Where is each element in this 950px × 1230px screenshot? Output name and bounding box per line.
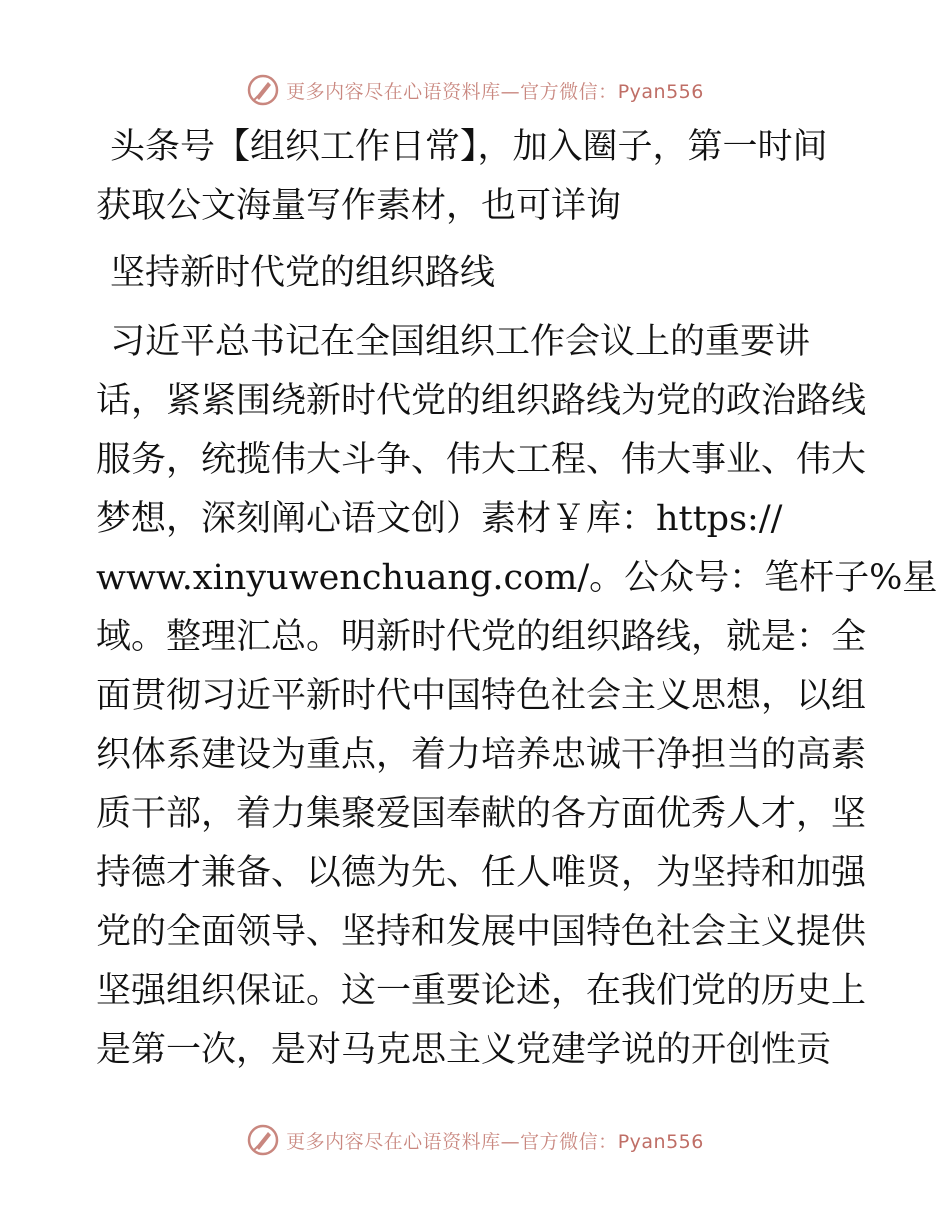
body-line-5: www.xinyuwenchuang.com/。公众号：笔杆子%星 xyxy=(96,558,938,598)
body-line-12: 坚强组织保证。这一重要论述，在我们党的历史上 xyxy=(96,971,867,1011)
intro-paragraph xyxy=(96,118,854,236)
quill-seal-icon xyxy=(246,73,280,107)
intro-line-1: 头条号【组织工作日常】，加入圈子，第一时间 xyxy=(110,127,828,167)
banner-wechat-id: Pyan556 xyxy=(617,1130,704,1153)
body-paragraph xyxy=(96,313,938,1080)
banner-main-text: 更多内容尽在心语资料库 xyxy=(286,80,501,103)
banner-main-text: 更多内容尽在心语资料库 xyxy=(286,1130,501,1153)
banner-text xyxy=(286,77,704,104)
banner-official-label: 官方微信： xyxy=(520,1130,618,1153)
footer-banner xyxy=(0,1120,950,1160)
body-line-10: 持德才兼备、以德为先、任人唯贤，为坚持和加强 xyxy=(96,853,867,893)
body-line-3: 服务，统揽伟大斗争、伟大工程、伟大事业、伟大 xyxy=(96,440,867,480)
document-body xyxy=(96,118,938,1080)
body-line-9: 质干部，着力集聚爱国奉献的各方面优秀人才，坚 xyxy=(96,794,867,834)
banner-wechat-id: Pyan556 xyxy=(617,80,704,103)
body-line-13: 是第一次，是对马克思主义党建学说的开创性贡 xyxy=(96,1030,832,1070)
banner-separator: — xyxy=(500,1130,521,1153)
body-line-7: 面贯彻习近平新时代中国特色社会主义思想，以组 xyxy=(96,676,867,716)
banner-text xyxy=(286,1127,704,1154)
body-line-11: 党的全面领导、坚持和发展中国特色社会主义提供 xyxy=(96,912,867,952)
banner-official-label: 官方微信： xyxy=(520,80,618,103)
header-banner xyxy=(0,70,950,110)
body-line-1: 习近平总书记在全国组织工作会议上的重要讲 xyxy=(110,322,811,362)
body-line-2: 话，紧紧围绕新时代党的组织路线为党的政治路线 xyxy=(96,381,867,421)
section-title xyxy=(96,244,854,303)
body-line-8: 织体系建设为重点，着力培养忠诚干净担当的高素 xyxy=(96,735,867,775)
body-line-6: 域。整理汇总。明新时代党的组织路线，就是：全 xyxy=(96,617,867,657)
body-line-4: 梦想，深刻阐心语文创）素材￥库：https:// xyxy=(96,499,783,539)
section-title-text: 坚持新时代党的组织路线 xyxy=(110,253,496,293)
banner-separator: — xyxy=(500,80,521,103)
intro-line-2: 获取公文海量写作素材，也可详询 xyxy=(96,186,622,226)
quill-seal-icon xyxy=(246,1123,280,1157)
